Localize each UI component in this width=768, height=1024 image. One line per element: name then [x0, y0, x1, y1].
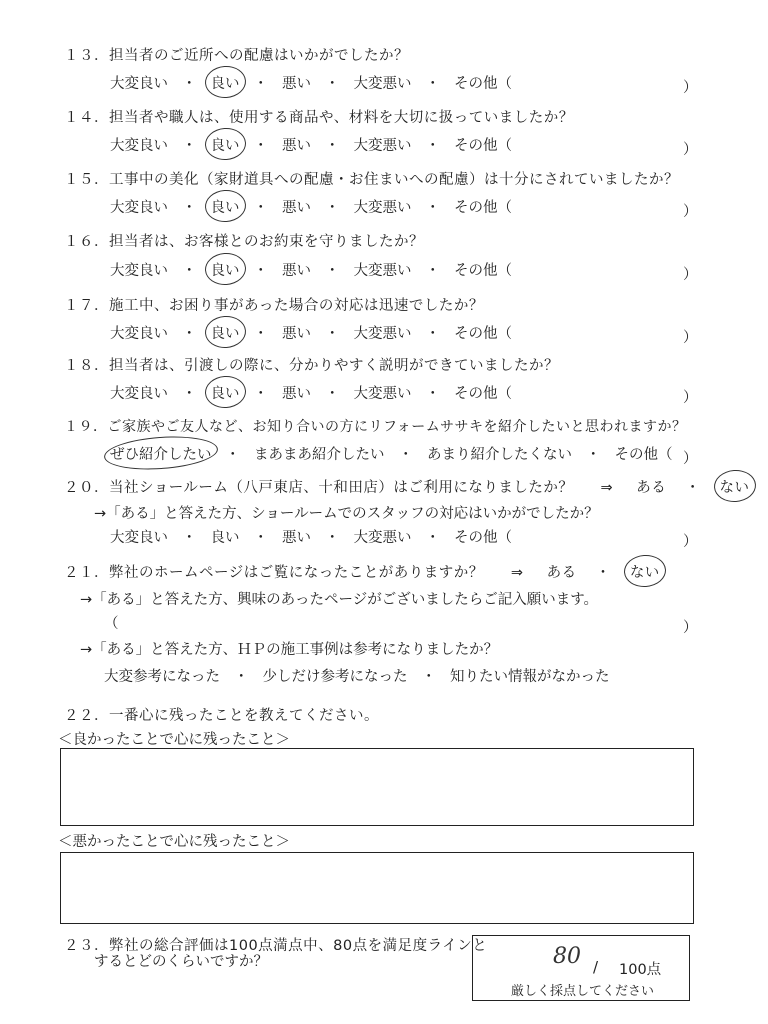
- option-bad[interactable]: 悪い: [282, 386, 311, 402]
- option-bad[interactable]: 悪い: [282, 326, 311, 342]
- option-bad[interactable]: 悪い: [282, 138, 311, 154]
- option-no-selected[interactable]: ない: [630, 561, 660, 582]
- option-bad[interactable]: 悪い: [282, 530, 311, 546]
- close-paren: ）: [683, 330, 698, 346]
- option-very-good[interactable]: 大変良い: [110, 138, 168, 154]
- option-very-bad[interactable]: 大変悪い: [353, 200, 412, 216]
- question-18: １８．担当者は、引渡しの際に、分かりやすく説明ができていましたか？: [64, 358, 559, 374]
- score-slash: /: [593, 958, 599, 976]
- close-paren: ）: [683, 204, 698, 220]
- option-very-useful[interactable]: 大変参考になった: [104, 669, 220, 685]
- option-definitely-selected[interactable]: ぜひ紹介したい: [110, 443, 212, 464]
- option-very-bad[interactable]: 大変悪い: [353, 263, 412, 279]
- option-very-good[interactable]: 大変良い: [110, 263, 168, 279]
- option-very-good[interactable]: 大変良い: [110, 326, 168, 342]
- question-21-sub1: →「ある」と答えた方、興味のあったページがございましたらご記入願います。: [80, 592, 599, 608]
- question-20-sub: →「ある」と答えた方、ショールームでのスタッフの対応はいかがでしたか？: [94, 506, 599, 522]
- options-13: 大変良い ・ 良い ・ 悪い ・ 大変悪い ・ その他（: [110, 72, 710, 93]
- option-yes[interactable]: ある: [546, 565, 577, 581]
- close-paren: ）: [683, 80, 698, 96]
- options-20: 大変良い ・ 良い ・ 悪い ・ 大変悪い ・ その他（: [110, 530, 512, 546]
- option-very-bad[interactable]: 大変悪い: [353, 326, 412, 342]
- score-value: 80: [553, 944, 581, 969]
- options-15: 大変良い ・ 良い ・ 悪い ・ 大変悪い ・ その他（: [110, 196, 710, 217]
- good-memory-label: ＜良かったことで心に残ったこと＞: [58, 732, 290, 748]
- option-bad[interactable]: 悪い: [282, 76, 311, 92]
- question-22: ２２．一番心に残ったことを教えてください。: [64, 708, 379, 724]
- option-very-bad[interactable]: 大変悪い: [353, 76, 412, 92]
- options-17: 大変良い ・ 良い ・ 悪い ・ 大変悪い ・ その他（: [110, 322, 710, 343]
- option-no-selected[interactable]: ない: [720, 476, 750, 497]
- question-23-line1: ２３．弊社の総合評価は100点満点中、80点を満足度ラインと: [64, 938, 488, 954]
- bad-memory-box[interactable]: [60, 852, 694, 924]
- option-bad[interactable]: 悪い: [282, 263, 311, 279]
- question-21-sub2: →「ある」と答えた方、ＨＰの施工事例は参考になりましたか？: [80, 642, 499, 658]
- close-paren: ）: [683, 142, 698, 158]
- option-other[interactable]: その他（: [454, 326, 512, 342]
- option-bad[interactable]: 悪い: [282, 200, 311, 216]
- question-21: ２１．弊社のホームページはご覧になったことがありますか？ ⇒ ある ・ ない: [64, 561, 660, 582]
- question-20-text: ２０．当社ショールーム（八戸東店、十和田店）はご利用になりましたか？: [64, 480, 574, 496]
- score-box[interactable]: [472, 935, 690, 1001]
- option-other[interactable]: その他（: [454, 530, 512, 546]
- option-other[interactable]: その他（: [454, 263, 512, 279]
- options-18: 大変良い ・ 良い ・ 悪い ・ 大変悪い ・ その他（: [110, 382, 710, 403]
- option-other[interactable]: その他（: [454, 386, 512, 402]
- question-20: ２０．当社ショールーム（八戸東店、十和田店）はご利用になりましたか？ ⇒ ある ・ ない: [64, 476, 750, 497]
- question-23-line2: するとどのくらいですか？: [94, 954, 268, 970]
- option-other[interactable]: その他（: [454, 200, 512, 216]
- option-not-really[interactable]: あまり紹介したくない: [427, 447, 572, 463]
- option-very-bad[interactable]: 大変悪い: [353, 138, 412, 154]
- option-little-useful[interactable]: 少しだけ参考になった: [262, 669, 408, 685]
- close-paren: ）: [683, 267, 698, 283]
- bad-memory-label: ＜悪かったことで心に残ったこと＞: [58, 834, 290, 850]
- option-very-good[interactable]: 大変良い: [110, 200, 168, 216]
- close-paren: ）: [683, 620, 698, 636]
- option-very-bad[interactable]: 大変悪い: [353, 530, 412, 546]
- option-good-selected[interactable]: 良い: [211, 72, 240, 93]
- option-good-selected[interactable]: 良い: [211, 134, 240, 155]
- option-other[interactable]: その他（: [614, 447, 673, 463]
- good-memory-box[interactable]: [60, 748, 694, 826]
- options-19: ぜひ紹介したい ・ まあまあ紹介したい ・ あまり紹介したくない ・ その他（: [110, 443, 710, 464]
- option-other[interactable]: その他（: [454, 138, 512, 154]
- score-max: 100点: [619, 962, 662, 978]
- option-very-bad[interactable]: 大変悪い: [353, 386, 412, 402]
- option-other[interactable]: その他（: [454, 76, 512, 92]
- arrow-icon: ⇒: [600, 480, 614, 496]
- close-paren: ）: [683, 451, 698, 467]
- question-14: １４．担当者や職人は、使用する商品や、材料を大切に扱っていましたか？: [64, 110, 574, 126]
- options-21: 大変参考になった ・ 少しだけ参考になった ・ 知りたい情報がなかった: [104, 669, 610, 685]
- options-14: 大変良い ・ 良い ・ 悪い ・ 大変悪い ・ その他（: [110, 134, 710, 155]
- close-paren: ）: [683, 534, 698, 550]
- arrow-icon: ⇒: [510, 565, 524, 581]
- question-16: １６．担当者は、お客様とのお約束を守りましたか？: [64, 234, 424, 250]
- open-paren: （: [104, 616, 119, 632]
- option-good-selected[interactable]: 良い: [211, 322, 240, 343]
- options-16: 大変良い ・ 良い ・ 悪い ・ 大変悪い ・ その他（: [110, 259, 710, 280]
- score-note: 厳しく採点してください: [511, 984, 655, 999]
- option-yes[interactable]: ある: [636, 480, 667, 496]
- question-13: １３．担当者のご近所への配慮はいかがでしたか？: [64, 48, 409, 64]
- option-very-good[interactable]: 大変良い: [110, 530, 168, 546]
- question-19: １９．ご家族やご友人など、お知り合いの方にリフォームササキを紹介したいと思われますか？: [64, 419, 687, 435]
- option-good-selected[interactable]: 良い: [211, 382, 240, 403]
- option-not-useful[interactable]: 知りたい情報がなかった: [450, 669, 610, 685]
- option-good-selected[interactable]: 良い: [211, 259, 240, 280]
- question-15: １５．工事中の美化（家財道具への配慮・お住まいへの配慮）は十分にされていましたか？: [64, 172, 679, 188]
- option-very-good[interactable]: 大変良い: [110, 76, 168, 92]
- option-good[interactable]: 良い: [210, 530, 240, 546]
- option-very-good[interactable]: 大変良い: [110, 386, 168, 402]
- option-somewhat[interactable]: まあまあ紹介したい: [254, 447, 385, 463]
- close-paren: ）: [683, 390, 698, 406]
- question-17: １７．施工中、お困り事があった場合の対応は迅速でしたか？: [64, 298, 484, 314]
- option-good-selected[interactable]: 良い: [211, 196, 240, 217]
- question-21-text: ２１．弊社のホームページはご覧になったことがありますか？: [64, 565, 484, 581]
